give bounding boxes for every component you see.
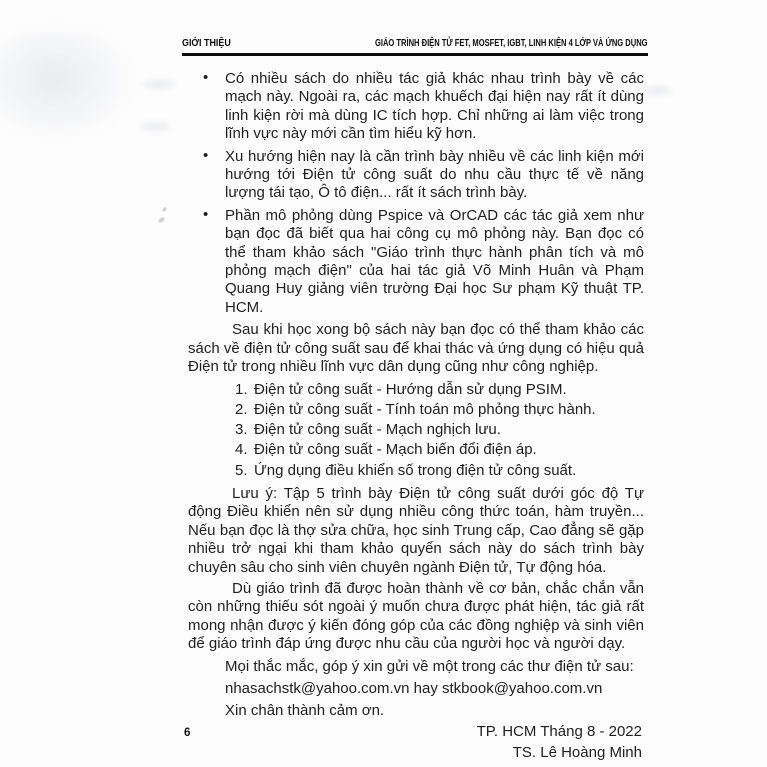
bullet-item xyxy=(188,148,644,203)
book-list-item xyxy=(188,400,644,420)
book-number: 1. xyxy=(235,380,248,398)
page-content xyxy=(188,70,644,764)
paragraph-note: Lưu ý: Tập 5 trình bày Điện tử công suất dưới góc độ Tự động Điều khiển nên sử dụng nhiều công thức toán, hàm truyền... Nếu bạn đọc là thợ sửa chữa, học sinh Trung cấp, Cao đẳng sẽ gặp nhiều trở ngại khi tham khảo quyển sách này do sách trình bày chuyên sâu cho sinh viên chuyên ngành Điện tử, Tự động hóa. xyxy=(188,484,644,576)
bullet-text: Phần mô phỏng dùng Pspice và OrCAD các tác giả xem như bạn đọc đã biết qua hai công cụ mô phỏng này. Bạn đọc có thể tham khảo sách "Giáo trình thực hành phân tích và mô phỏng mạch điện" của hai tác giả Võ Minh Huân và Phạm Quang Huy giảng viên trường Đại học Sư phạm Kỹ thuật TP. HCM. xyxy=(225,206,644,316)
bullet-text: Có nhiều sách do nhiều tác giả khác nhau trình bày về các mạch này. Ngoài ra, các mạch khuếch đại hiện nay rất ít dùng linh kiện rời mà dùng IC tích hợp. Chỉ những ai làm việc trong lĩnh vực này mới cần tìm hiểu kỹ hơn. xyxy=(225,70,644,143)
bullet-text: Xu hướng hiện nay là cần trình bày nhiều về các linh kiện mới hướng tới Điện tử công suất do nhu cầu thực tế về năng lượng tái tạo, Ô tô điện... rất ít sách trình bày. xyxy=(225,147,644,202)
book-list-item xyxy=(188,440,644,460)
book-list-item xyxy=(188,461,644,481)
scan-shadow-artifact xyxy=(0,28,138,143)
book-list-item xyxy=(188,420,644,440)
book-title: Ứng dụng điều khiển số trong điện tử công suất. xyxy=(254,461,577,479)
book-list xyxy=(188,380,644,481)
book-number: 2. xyxy=(235,400,248,418)
bleed-through-artifact xyxy=(645,86,671,95)
book-number: 5. xyxy=(235,461,248,479)
thanks-line: Xin chân thành cảm ơn. xyxy=(225,701,385,719)
bullet-icon: • xyxy=(203,69,209,86)
header-section-title: GIỚI THIỆU xyxy=(182,37,231,49)
book-number: 3. xyxy=(235,421,248,439)
bullet-icon: • xyxy=(203,146,209,164)
book-title: Điện tử công suất - Hướng dẫn sử dụng PSIM. xyxy=(254,380,567,398)
bullet-item xyxy=(188,207,644,317)
page-header xyxy=(182,37,648,56)
signature-author: TS. Lê Hoàng Minh xyxy=(512,744,642,762)
book-number: 4. xyxy=(235,441,248,459)
book-title: Điện tử công suất - Mạch nghịch lưu. xyxy=(254,421,501,439)
paragraph-intro-booklist: Sau khi học xong bộ sách này bạn đọc có thể tham khảo các sách về điện tử công suất sau để khai thác và ứng dụng có hiệu quả Điện tử trong nhiều lĩnh vực dân dụng cũng như công nghiệp. xyxy=(188,321,644,376)
bullet-item xyxy=(188,70,644,144)
email-line: nhasachstk@yahoo.com.vn hay stkbook@yahoo.com.vn xyxy=(225,679,603,697)
page-number: 6 xyxy=(184,727,191,739)
signature-place-date: TP. HCM Tháng 8 - 2022 xyxy=(476,722,642,740)
bleed-through-artifact xyxy=(140,122,170,131)
contact-intro-line: Mọi thắc mắc, góp ý xin gửi về một trong các thư điện tử sau: xyxy=(225,657,634,675)
bullet-icon: • xyxy=(203,205,209,223)
book-title: Điện tử công suất - Tính toán mô phỏng thực hành. xyxy=(254,400,596,418)
book-list-item xyxy=(188,380,644,400)
book-title: Điện tử công suất - Mạch biến đổi điện áp. xyxy=(254,441,537,459)
paragraph-closing: Dù giáo trình đã được hoàn thành về cơ bản, chắc chắn vẫn còn những thiếu sót ngoài ý muốn chưa được phát hiện, tác giả rất mong nhận được ý kiến đóng góp của các đồng nghiệp và sinh viên để giáo trình đáp ứng được nhu cầu của người học và người dạy. xyxy=(188,580,644,653)
header-book-title: GIÁO TRÌNH ĐIỆN TỬ FET, MOSFET, IGBT, LINH KIỆN 4 LỚP VÀ ỨNG DỤNG xyxy=(375,37,648,49)
bleed-through-artifact xyxy=(142,80,176,89)
